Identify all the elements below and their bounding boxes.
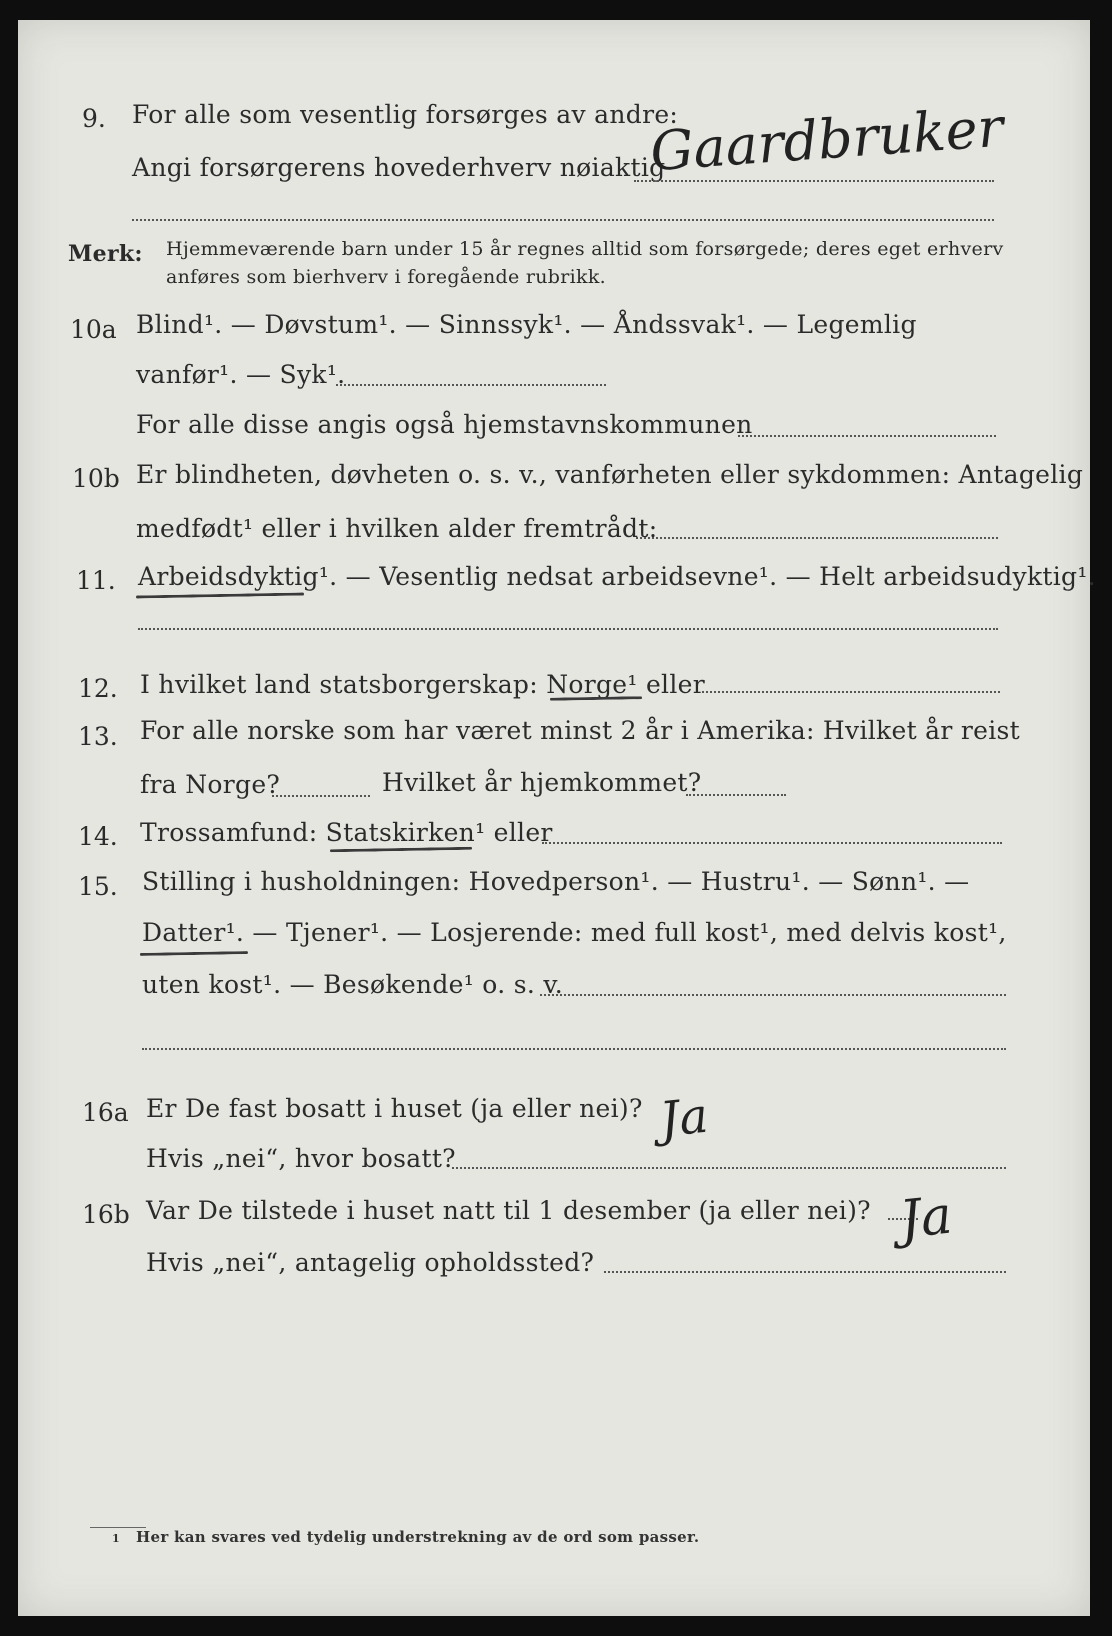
q16b-number: 16b bbox=[82, 1200, 130, 1229]
q13-hjemkommet-line[interactable] bbox=[686, 794, 786, 796]
q15-number: 15. bbox=[78, 872, 118, 901]
q10b-answer-line[interactable] bbox=[636, 537, 998, 539]
q13-line2a: fra Norge? bbox=[140, 770, 281, 799]
q9-handwritten-answer: Gaardbruker bbox=[648, 95, 1006, 184]
q10a-line2: vanfør¹. — Syk¹. bbox=[136, 360, 346, 389]
q14-answer-line[interactable] bbox=[542, 842, 1002, 844]
q9-extra-line[interactable] bbox=[132, 219, 994, 221]
q16a-line1: Er De fast bosatt i huset (ja eller nei)? bbox=[146, 1094, 643, 1123]
q12-answer-line[interactable] bbox=[702, 691, 1000, 693]
q10a-line3: For alle disse angis også hjemstavnskommunen bbox=[136, 410, 753, 439]
q16b-line2: Hvis „nei“, antagelig opholdssted? bbox=[146, 1248, 595, 1277]
q9-number: 9. bbox=[82, 104, 106, 133]
q16b-opholdssted-line[interactable] bbox=[604, 1271, 1006, 1273]
footnote-text: Her kan svares ved tydelig understrekning av de ord som passer. bbox=[136, 1528, 700, 1546]
merk-label: Merk: bbox=[68, 241, 143, 267]
q10a-hjemstavn-line[interactable] bbox=[738, 435, 996, 437]
q15-line3: uten kost¹. — Besøkende¹ o. s. v. bbox=[142, 970, 564, 999]
q12-number: 12. bbox=[78, 674, 118, 703]
q9-line1: For alle som vesentlig forsørges av andre: bbox=[132, 100, 679, 129]
q11-extra-line[interactable] bbox=[138, 628, 998, 630]
q10b-line2: medfødt¹ eller i hvilken alder fremtrådt: bbox=[136, 514, 658, 543]
q16a-bosatt-line[interactable] bbox=[452, 1167, 1006, 1169]
q13-number: 13. bbox=[78, 722, 118, 751]
q12-line1: I hvilket land statsborgerskap: Norge¹ eller bbox=[140, 670, 705, 699]
footnote-mark: 1 bbox=[112, 1532, 120, 1545]
q15-line1: Stilling i husholdningen: Hovedperson¹. — Hustru¹. — Sønn¹. — bbox=[142, 867, 970, 896]
q10b-number: 10b bbox=[72, 464, 120, 493]
merk-line2: anføres som bierhverv i foregående rubrikk. bbox=[166, 266, 606, 288]
merk-line1: Hjemmeværende barn under 15 år regnes alltid som forsørgede; deres eget erhverv bbox=[166, 238, 1004, 260]
q10a-line1: Blind¹. — Døvstum¹. — Sinnssyk¹. — Åndssvak¹. — Legemlig bbox=[136, 310, 917, 339]
q15-answer-line[interactable] bbox=[540, 994, 1006, 996]
q16a-line2: Hvis „nei“, hvor bosatt? bbox=[146, 1144, 456, 1173]
q10a-syk-line[interactable] bbox=[336, 384, 606, 386]
q10b-line1: Er blindheten, døvheten o. s. v., vanførheten eller sykdommen: Antagelig bbox=[136, 460, 1084, 489]
q11-line1: Arbeidsdyktig¹. — Vesentlig nedsat arbeidsevne¹. — Helt arbeidsudyktig¹. bbox=[138, 562, 1096, 591]
q16b-line1: Var De tilstede i huset natt til 1 desember (ja eller nei)? bbox=[146, 1196, 871, 1225]
q15-line2: Datter¹. — Tjener¹. — Losjerende: med full kost¹, med delvis kost¹, bbox=[142, 918, 1007, 947]
q16a-handwritten-answer: Ja bbox=[657, 1087, 711, 1149]
q10a-number: 10a bbox=[70, 315, 117, 344]
q13-reist-line[interactable] bbox=[272, 795, 370, 797]
q13-line1: For alle norske som har været minst 2 år i Amerika: Hvilket år reist bbox=[140, 716, 1021, 745]
q14-line1: Trossamfund: Statskirken¹ eller bbox=[140, 818, 553, 847]
q13-line2b: Hvilket år hjemkommet? bbox=[382, 768, 702, 797]
q15-extra-line[interactable] bbox=[142, 1048, 1006, 1050]
q9-line2: Angi forsørgerens hovederhverv nøiaktig bbox=[132, 153, 666, 182]
q11-number: 11. bbox=[76, 566, 116, 595]
q14-number: 14. bbox=[78, 822, 118, 851]
q16a-number: 16a bbox=[82, 1098, 129, 1127]
q16b-handwritten-answer: Ja bbox=[897, 1185, 955, 1251]
